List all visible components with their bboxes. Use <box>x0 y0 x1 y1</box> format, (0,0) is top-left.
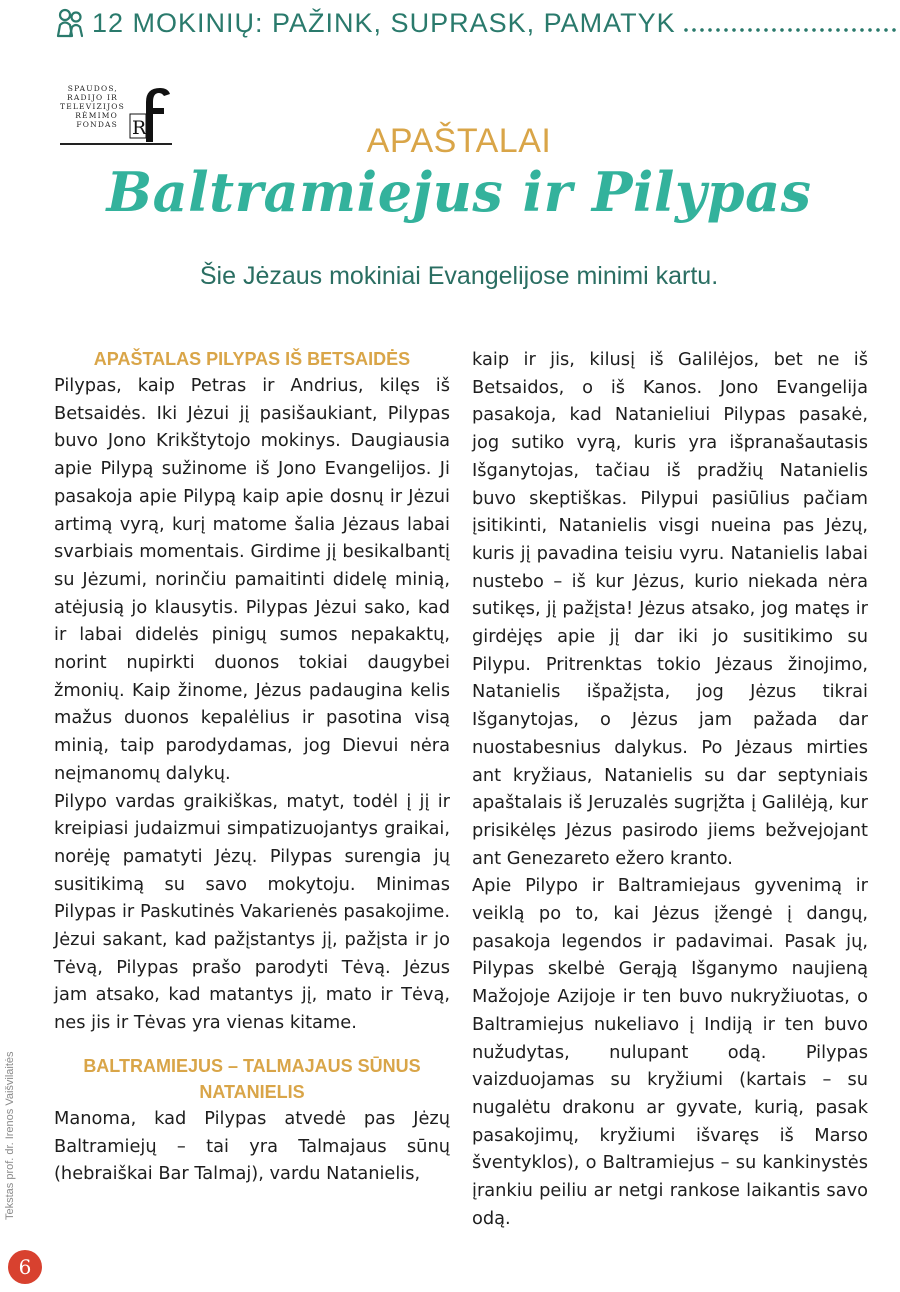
section-heading-baltramiejus: BALTRAMIEJUS – TALMAJAUS SŪNUS NATANIELIS <box>83 1055 421 1102</box>
article-subtitle: Šie Jėzaus mokiniai Evangelijose minimi kartu. <box>199 262 719 290</box>
paragraph: Pilypas, kaip Petras ir Andrius, kilęs iš Betsaidės. Iki Jėzui jį pasišaukiant, Pilypas buvo Jono Krikštytojo mokinys. Daugiausia apie Pilypą sužinome iš Jono Evangelijos. Ji pasakoja apie Pilypą kaip apie dosnų ir Jėzui artimą vyrą, kurį matome šalia Jėzaus labai svarbiais momentais. Girdime jį besikalbantį su Jėzumi, norinčiu pamaitinti didelę minią, atėjusią jo klausytis. Pilypas Jėzui sako, kad ir labai didelės pinigų sumos nepakaktų, norint nupirkti duonos tokiai daugybei žmonių. Kaip žinome, Jėzus padaugina kelis mažus duonos kepalėlius ir pasotina visą minią, taip parodydamas, jog Dievui nėra neįmanomų dalykų. <box>54 375 450 784</box>
author-credit: Tekstas prof. dr. Irenos Vaišvilaitės <box>4 1051 16 1220</box>
left-column <box>54 346 450 1188</box>
right-column <box>472 346 868 1233</box>
running-header <box>56 6 900 40</box>
article-title: Baltramiejus ir Pilypas <box>106 160 812 224</box>
section-heading-pilypas: APAŠTALAS PILYPAS IŠ BETSAIDĖS <box>93 349 411 369</box>
paragraph: Manoma, kad Pilypas atvedė pas Jėzų Baltramiejų – tai yra Talmajaus sūnų (hebraiškai Bar Talmaj), vardu Natanielis, <box>54 1107 450 1185</box>
header-dotted-rule <box>682 26 900 34</box>
article-kicker: APAŠTALAI <box>366 122 552 160</box>
page-number-badge: 6 <box>8 1250 42 1284</box>
paragraph: Pilypo vardas graikiškas, matyt, todėl į jį ir kreipiasi judaizmui simpatizuojantys graikai, norėję pamatyti Jėzų. Pilypas surengia jų susitikimą su savo mokytoju. Minimas Pilypas ir Paskutinės Vakarienės pasakojime. Jėzui sakant, kad pažįstantys jį, pažįsta ir jo Tėvą, Pilypas prašo parodyti Tėvą. Jėzus jam atsako, kad matantys jį, mato ir Tėvą, nes jis ir Tėvas yra vienas kitame. <box>54 790 450 1034</box>
svg-text:R: R <box>132 117 147 139</box>
logo-text: SPAUDOS, RADIJO IR TELEVIZIJOS RĖMIMO FONDAS <box>60 84 125 129</box>
paragraph: Apie Pilypo ir Baltramiejaus gyvenimą ir veiklą po to, kai Jėzus įžengė į dangų, pasakoja legendos ir padavimai. Pasak jų, Pilypas skelbė Gerąją Išganymo naujieną Mažojoje Azijoje ir ten buvo nukryžiuotas, o Baltramiejus nukeliavo į Indiją ir ten buvo nužudytas, nulupant odą. Pilypas vaizduojamas su kryžiumi (kartais – su nugalėtu drakonu ar gyvate, kurią, pasak pasakojimų, kryžiumi išvaręs iš Marso šventyklos), o Baltramiejus – su kankinystės įrankiu peiliu ar netgi rankose laikantis savo odą. <box>472 875 868 1229</box>
header-title: 12 MOKINIŲ: PAŽINK, SUPRASK, PAMATYK <box>92 7 676 38</box>
paragraph: kaip ir jis, kilusį iš Galilėjos, bet ne iš Betsaidos, o iš Kanos. Jono Evangelija pasakoja, kad Natanieliui Pilypas pasakė, jog sutiko vyrą, kuris yra išpranašautasis Išganytojas, tačiau iš pradžių Natanielis buvo skeptiškas. Pilypui pasiūlius pačiam įsitikinti, Natanielis visgi nueina pas Jėzų, kuris jį pavadina teisiu vyru. Natanielis labai nustebo – iš kur Jėzus, kurio niekada nėra sutikęs, jį pažįsta! Jėzus atsako, jog matęs ir girdėjęs apie jį dar iki jo susitikimo su Pilypu. Pritrenktas tokio Jėzaus žinojimo, Natanielis išpažįsta, jog Jėzus tikrai Išganytojas, o Jėzus jam pažada dar nuostabesnius dalykus. Po Jėzaus mirties ant kryžiaus, Natanielis su dar septyniais apaštalais iš Jeruzalės sugrįžta į Galilėją, kur prisikėlęs Jėzus pasirodo jiems bežvejojant ant Genezareto ežero kranto. <box>472 349 868 869</box>
people-icon <box>56 8 84 38</box>
